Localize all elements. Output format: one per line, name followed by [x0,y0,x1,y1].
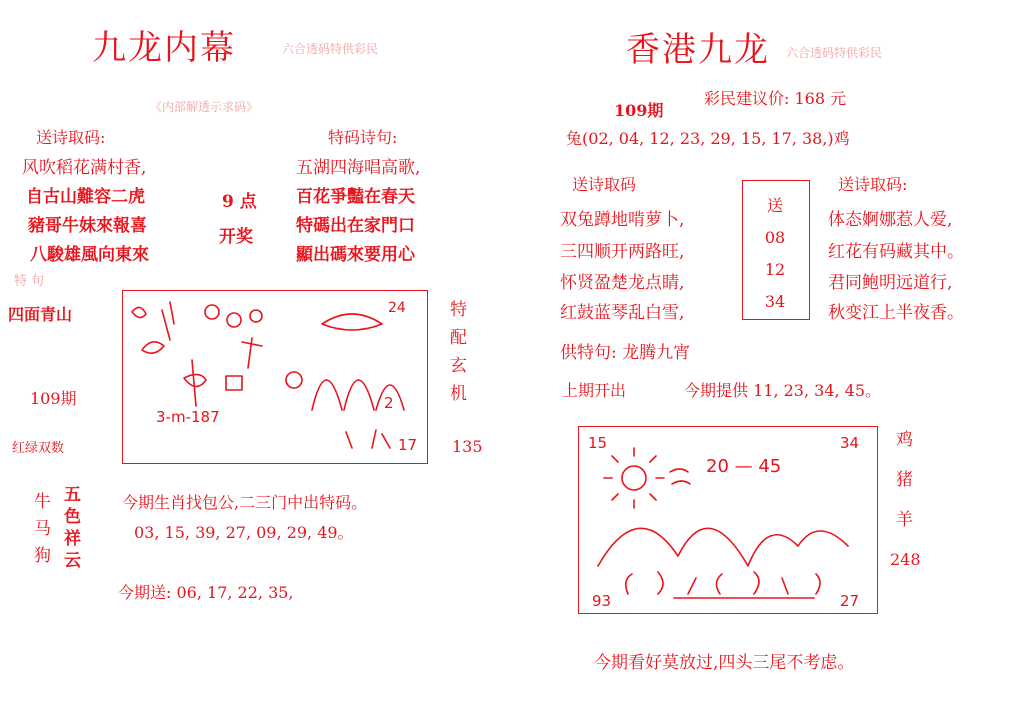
left-sketch-num-24: 24 [388,300,406,316]
left-title: 九龙内幕 [92,28,236,68]
right-sketch-num-15: 15 [588,434,608,452]
right-poem-right-2: 红花有码藏其中。 [828,242,964,262]
special-char-4: 机 [450,384,467,404]
animal-dog: 狗 [34,546,51,566]
number-248: 248 [890,550,921,569]
send-label: 送 [766,196,783,215]
tema-line-1: 五湖四海唱高歌, [296,158,421,178]
left-sketch-text: 3-m-187 [156,408,220,426]
right-poem-right-3: 君同鲍明远道行, [828,273,953,293]
right-sketch-num-93: 93 [592,592,612,610]
left-sketch-drawing [122,290,426,462]
left-poem-line-3: 豬哥牛妹來報喜 [28,216,147,236]
send-number-2: 12 [764,260,786,279]
animal-rooster: 鸡 [896,430,913,450]
wuse-char-1: 五 [64,485,81,505]
tema-line-2: 百花爭豔在春天 [296,187,415,207]
right-poem-left-3: 怀贤盈楚龙点睛, [560,273,685,293]
animal-goat: 羊 [896,510,913,530]
right-sketch-num-27: 27 [840,592,860,610]
draw-label: 开奖 [219,227,253,247]
last-period-label: 上期开出 [562,381,627,400]
right-poem-left-1: 双兔蹲地啃萝卜, [560,210,685,230]
animal-horse: 马 [34,519,51,539]
left-sketch-num-17: 17 [398,436,418,454]
right-poem-left-4: 红鼓蓝琴乱白雪, [560,303,685,323]
wuse-char-2: 色 [64,507,81,527]
left-poem-line-4: 八駿雄風向東來 [30,245,149,265]
tema-line-3: 特碼出在家門口 [296,216,415,236]
left-issue: 109期 [30,389,77,408]
right-sketch-num-34: 34 [840,434,860,452]
special-char-3: 玄 [450,356,467,376]
special-char-2: 配 [450,328,467,348]
animal-ox: 牛 [34,492,51,512]
animal-pig: 猪 [896,470,913,490]
number-135: 135 [452,437,483,456]
special-char-1: 特 [450,300,467,320]
left-sketch-num-2: 2 [384,394,394,412]
left-faint-label: 特 句 [14,274,45,289]
right-issue: 109期 [614,101,664,120]
draw-time: 9 点 [222,192,257,212]
this-period-provide: 今期提供 11, 23, 34, 45。 [684,381,882,400]
right-sketch-mid: 20 — 45 [706,456,782,477]
left-send-line: 今期送: 06, 17, 22, 35, [118,583,294,602]
special-mystery-column [450,296,467,408]
right-poem-heading-right: 送诗取码: [838,175,908,194]
left-animals [34,489,51,570]
send-number-3: 34 [764,292,786,311]
right-poem-right-1: 体态婀娜惹人爱, [828,210,953,230]
tema-line-4: 顯出碼來要用心 [296,245,415,265]
five-color-cloud [64,484,81,572]
wuse-char-4: 云 [64,551,81,571]
send-number-list [742,190,808,318]
right-bottom-line: 今期看好莫放过,四头三尾不考虑。 [594,653,855,673]
tema-heading: 特码诗句: [328,128,398,147]
left-subtitle: 六合透码特供彩民 [282,42,379,56]
red-green-even: 红绿双数 [12,441,65,456]
left-poem-line-1: 风吹稻花满村香, [22,158,147,178]
right-title: 香港九龙 [626,30,770,70]
right-poem-right-4: 秋变江上半夜香。 [828,303,964,323]
left-subtitle-2: 《内部解透示求码》 [150,100,259,114]
right-sketch-drawing [578,426,876,612]
left-poem-heading: 送诗取码: [36,128,106,147]
right-poem-left-2: 三四顺开两路旺, [560,242,685,262]
right-animals [896,420,913,540]
right-subtitle: 六合透码特供彩民 [786,46,883,60]
wuse-char-3: 祥 [64,529,81,549]
suggested-price: 彩民建议价: 168 元 [704,89,847,108]
left-poem-line-2: 自古山難容二虎 [26,187,145,207]
right-poem-heading-left: 送诗取码 [572,175,637,194]
four-mountains: 四面青山 [8,305,73,324]
special-phrase: 供特句: 龙腾九宵 [560,343,691,363]
left-message-line-1: 今期生肖找包公,二三门中出特码。 [122,493,368,512]
send-number-1: 08 [764,228,786,247]
zodiac-number-line: 兔(02, 04, 12, 23, 29, 15, 17, 38,)鸡 [566,129,850,148]
left-number-line: 03, 15, 39, 27, 09, 29, 49。 [134,523,354,542]
